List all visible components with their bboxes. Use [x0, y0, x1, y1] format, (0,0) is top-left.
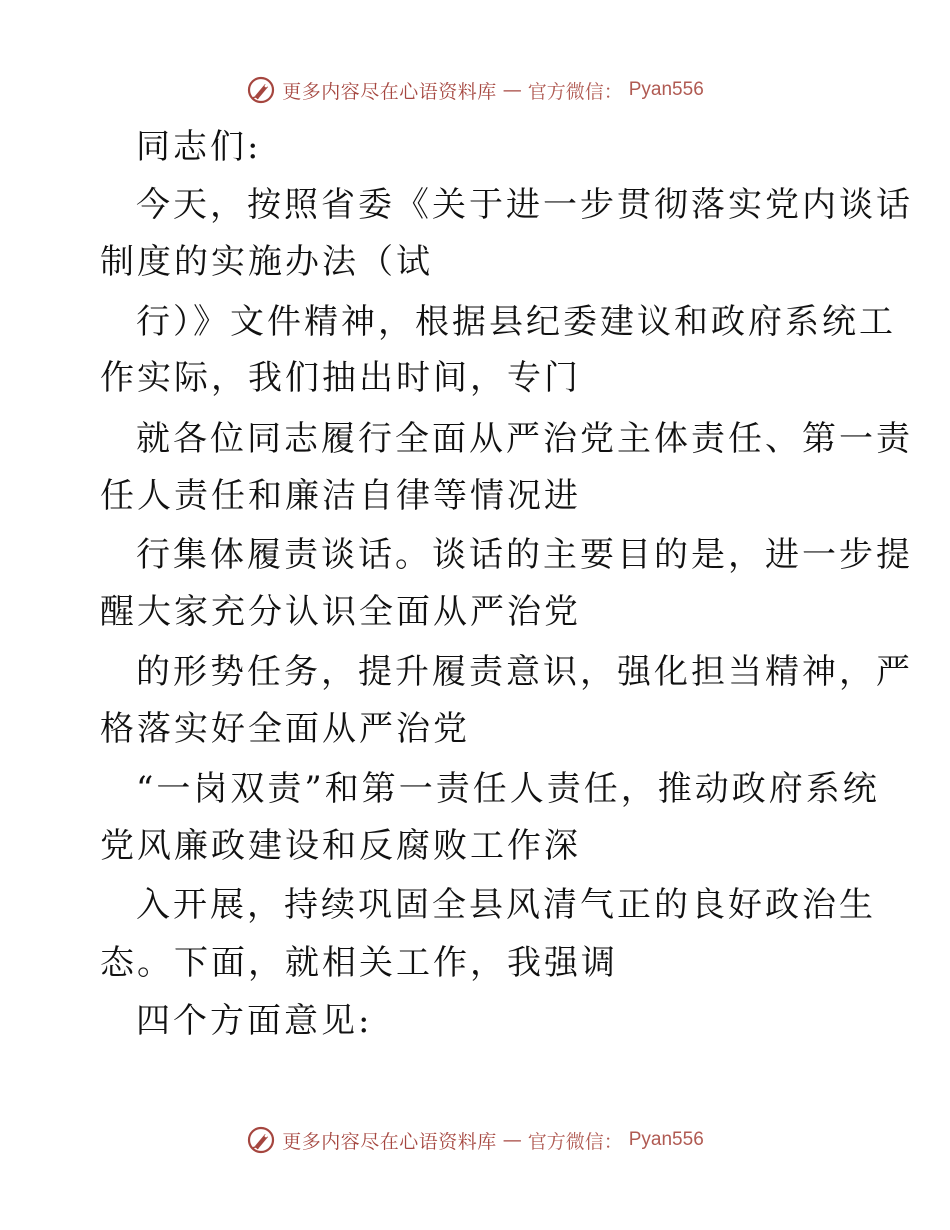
- text-line: 就各位同志履行全面从严治党主体责任、第一责: [136, 419, 913, 459]
- text-line: 行）》文件精神，根据县纪委建议和政府系统工: [136, 302, 896, 342]
- text-line: 格落实好全面从严治党: [100, 709, 470, 749]
- header-watermark: [0, 73, 950, 107]
- text-line: 作实际，我们抽出时间，专门: [100, 358, 581, 398]
- pen-nib-logo-icon: [246, 75, 276, 105]
- text-line: 的形势任务，提升履责意识，强化担当精神，严: [136, 652, 913, 692]
- watermark-label: 官方微信：: [527, 80, 623, 103]
- text-line: 今天，按照省委《关于进一步贯彻落实党内谈话: [136, 185, 913, 225]
- text-line: 任人责任和廉洁自律等情况进: [100, 476, 581, 516]
- watermark-separator: —: [502, 1129, 522, 1151]
- watermark-wechat-id: Pyan556: [628, 1129, 704, 1150]
- text-line: 行集体履责谈话。谈话的主要目的是，进一步提: [136, 535, 913, 575]
- text-line: 入开展，持续巩固全县风清气正的良好政治生: [136, 885, 876, 925]
- footer-watermark: [0, 1123, 950, 1157]
- pen-nib-logo-icon: [246, 1125, 276, 1155]
- text-line: 党风廉政建设和反腐败工作深: [100, 826, 581, 866]
- text-line: 同志们:: [136, 127, 262, 167]
- watermark-separator: —: [502, 79, 522, 101]
- text-line: “一岗双责”和第一责任人责任，推动政府系统: [136, 769, 880, 809]
- text-line: 制度的实施办法（试: [100, 242, 433, 282]
- text-line: 态。下面，就相关工作，我强调: [100, 943, 618, 983]
- watermark-text: 更多内容尽在心语资料库: [282, 1130, 497, 1153]
- text-line: 醒大家充分认识全面从严治党: [100, 592, 581, 632]
- watermark-text: 更多内容尽在心语资料库: [282, 80, 497, 103]
- watermark-label: 官方微信：: [527, 1130, 623, 1153]
- text-line: 四个方面意见:: [136, 1001, 373, 1041]
- watermark-wechat-id: Pyan556: [628, 79, 704, 100]
